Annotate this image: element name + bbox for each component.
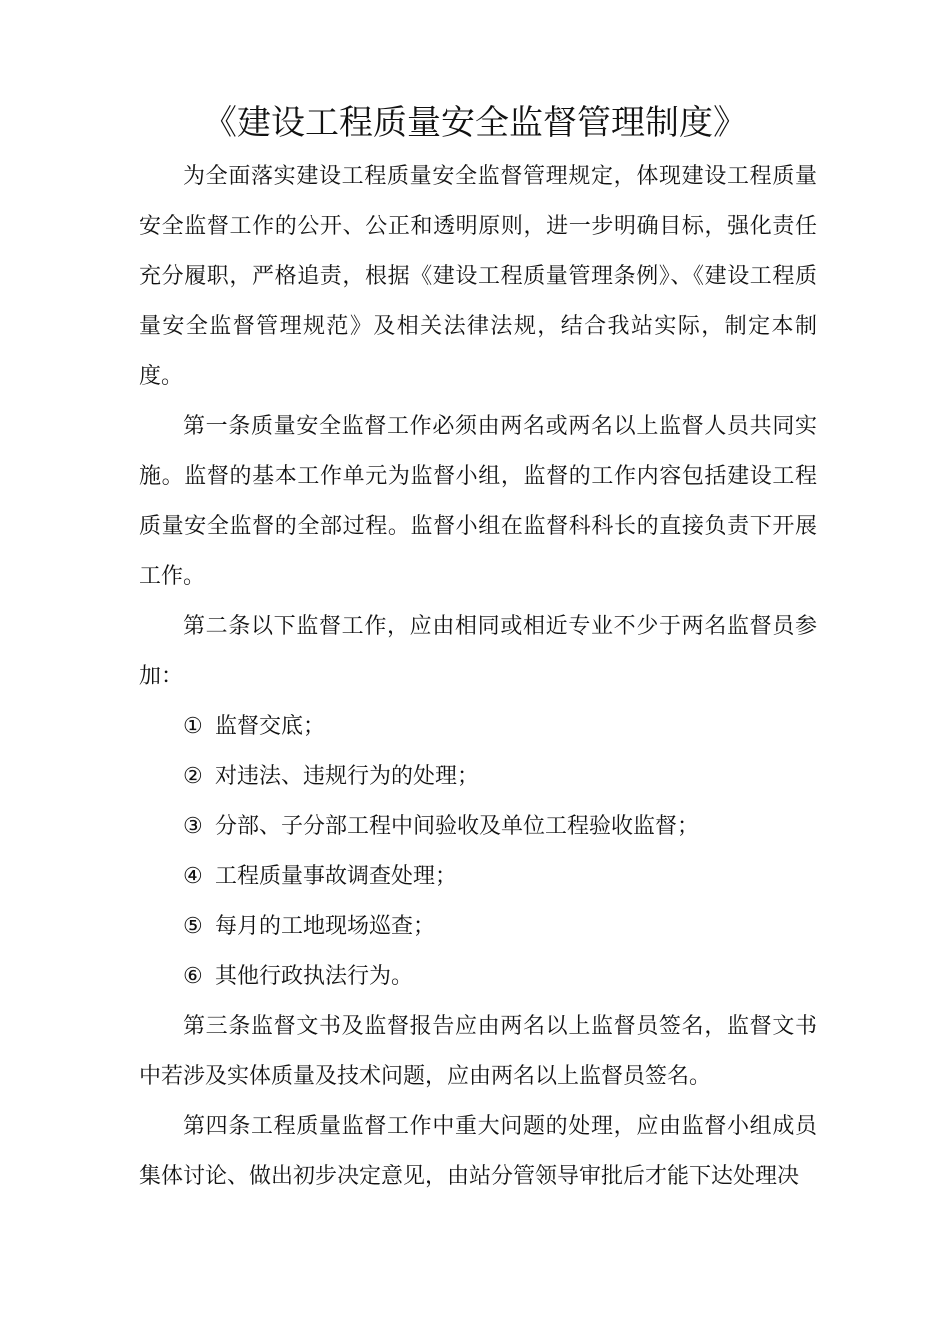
article-1-paragraph: 第一条质量安全监督工作必须由两名或两名以上监督人员共同实施。监督的基本工作单元为监督小组，监督的工作内容包括建设工程质量安全监督的全部过程。监督小组在监督科科长的直接负责下开展工作。 xyxy=(139,414,817,589)
list-item xyxy=(139,752,817,802)
list-item-number: ⑤ xyxy=(183,914,203,939)
document-body xyxy=(139,152,817,1202)
document-title: 《建设工程质量安全监督管理制度》 xyxy=(203,103,747,143)
list-item-text: 监督交底； xyxy=(215,714,326,739)
list-item xyxy=(139,902,817,952)
list-item-text: 工程质量事故调查处理； xyxy=(215,864,458,889)
list-item xyxy=(139,802,817,852)
list-item-number: ④ xyxy=(183,864,203,889)
list-item-number: ⑥ xyxy=(183,964,203,989)
article-4-paragraph: 第四条工程质量监督工作中重大问题的处理，应由监督小组成员集体讨论、做出初步决定意见，由站分管领导审批后才能下达处理决 xyxy=(139,1114,817,1189)
list-item-text: 其他行政执法行为。 xyxy=(215,964,414,989)
article-2-paragraph: 第二条以下监督工作，应由相同或相近专业不少于两名监督员参加： xyxy=(139,614,817,689)
list-item-number: ① xyxy=(183,714,203,739)
list-item xyxy=(139,852,817,902)
intro-paragraph: 为全面落实建设工程质量安全监督管理规定，体现建设工程质量安全监督工作的公开、公正和透明原则，进一步明确目标，强化责任充分履职，严格追责，根据《建设工程质量管理条例》、《建设工程质量安全监督管理规范》及相关法律法规，结合我站实际，制定本制度。 xyxy=(139,164,817,389)
list-item xyxy=(139,952,817,1002)
list-item-text: 每月的工地现场巡查； xyxy=(215,914,436,939)
list-item-text: 对违法、违规行为的处理； xyxy=(215,764,480,789)
list-item-number: ③ xyxy=(183,814,203,839)
article-3-paragraph: 第三条监督文书及监督报告应由两名以上监督员签名，监督文书中若涉及实体质量及技术问题，应由两名以上监督员签名。 xyxy=(139,1014,817,1089)
list-item xyxy=(139,702,817,752)
list-item-text: 分部、子分部工程中间验收及单位工程验收监督； xyxy=(215,814,700,839)
list-item-number: ② xyxy=(183,764,203,789)
